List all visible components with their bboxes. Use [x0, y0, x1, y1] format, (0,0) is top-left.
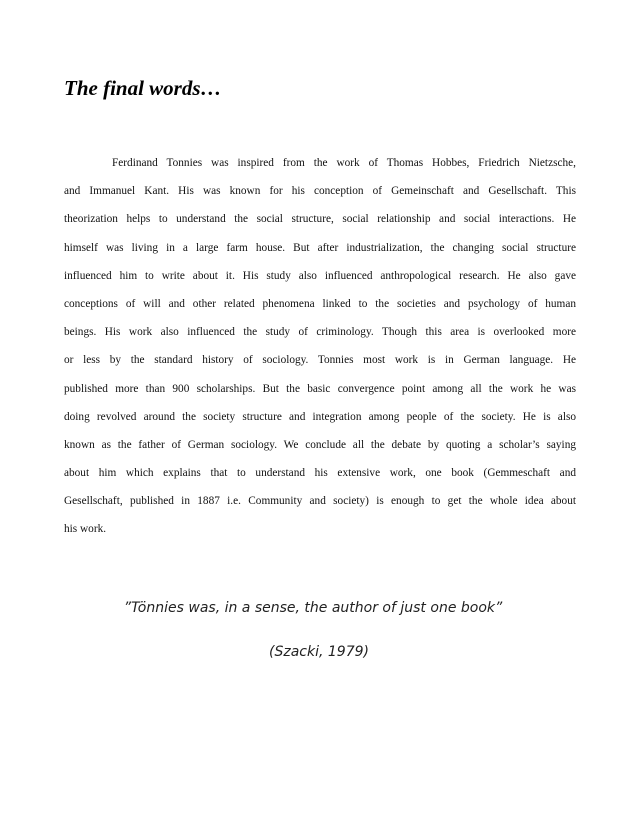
paragraph-line: doing revolved around the society structure and integration among people of the society. He is also [64, 410, 576, 423]
closing-quote: ”Tönnies was, in a sense, the author of just one book” [123, 600, 503, 616]
paragraph-line: about him which explains that to understand his extensive work, one book (Gemmeschaft and [64, 467, 576, 480]
paragraph-line: beings. His work also influenced the study of criminology. Though this area is overlooked more [64, 326, 576, 339]
body-paragraph [64, 149, 576, 544]
paragraph-line: theorization helps to understand the social structure, social relationship and social interactions. He [64, 213, 576, 226]
page-title: The final words… [64, 76, 222, 100]
paragraph-line: himself was living in a large farm house. But after industrialization, the changing social structure [64, 241, 576, 254]
paragraph-line: or less by the standard history of sociology. Tonnies most work is in German language. He [64, 354, 576, 367]
paragraph-line: and Immanuel Kant. His was known for his conception of Gemeinschaft and Gesellschaft. This [64, 185, 576, 198]
paragraph-line: conceptions of will and other related phenomena linked to the societies and psychology of human [64, 297, 576, 310]
paragraph-line: published more than 900 scholarships. But the basic convergence point among all the work he was [64, 382, 576, 395]
quote-citation: (Szacki, 1979) [269, 644, 369, 660]
paragraph-line: known as the father of German sociology. We conclude all the debate by quoting a scholar’s saying [64, 438, 576, 451]
paragraph-line: his work. [64, 523, 107, 536]
paragraph-line: influenced him to write about it. His study also influenced anthropological research. He also gave [64, 269, 576, 282]
paragraph-line: Gesellschaft, published in 1887 i.e. Community and society) is enough to get the whole idea about [64, 495, 576, 508]
paragraph-line: Ferdinand Tonnies was inspired from the work of Thomas Hobbes, Friedrich Nietzsche, [112, 157, 576, 169]
